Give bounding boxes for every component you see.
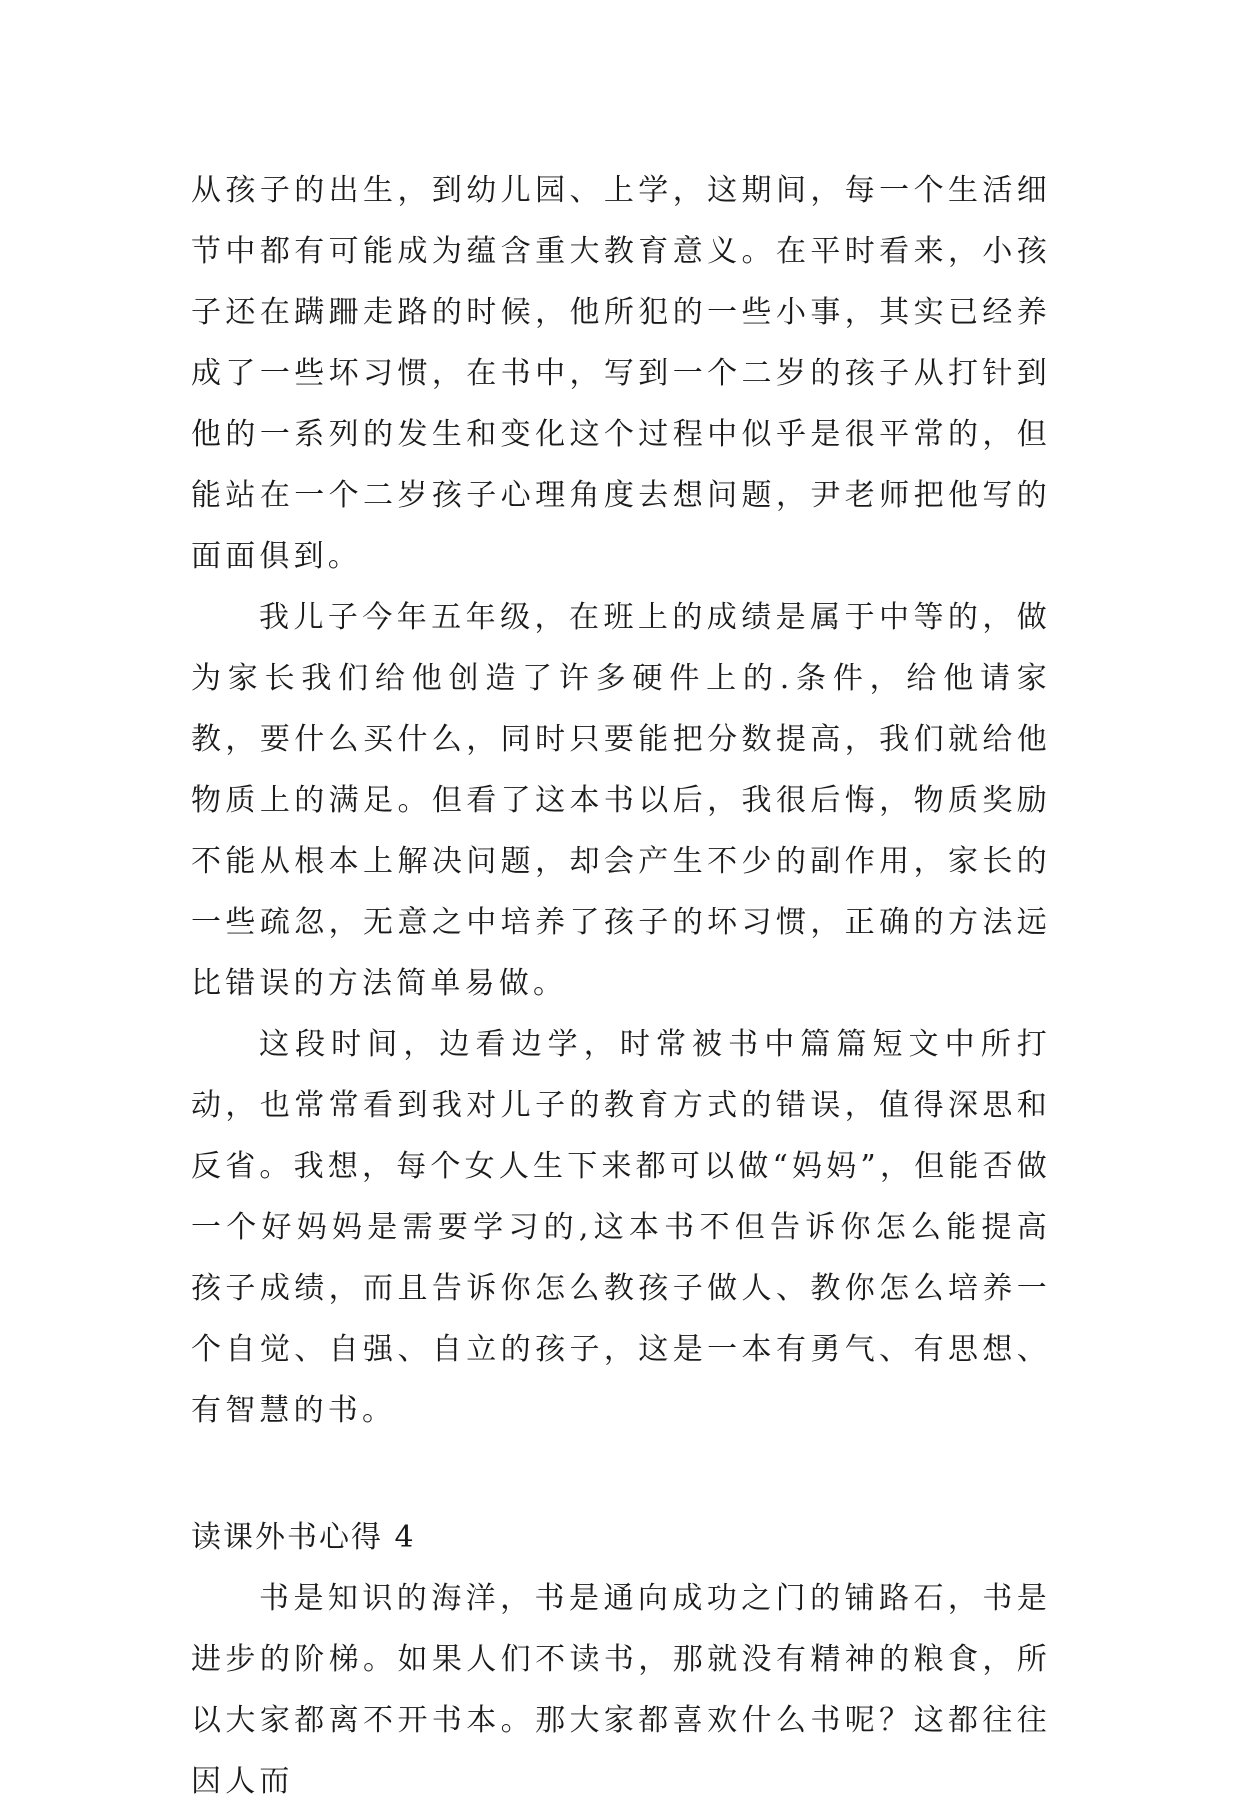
section-heading: 读课外书心得 4 bbox=[191, 1520, 416, 1555]
body-paragraph: 从孩子的出生，到幼儿园、上学，这期间，每一个生活细节中都有可能成为蕴含重大教育意义。在平时看来，小孩子还在蹒跚走路的时候，他所犯的一些小事，其实已经养成了一些坏习惯，在书中，写到一个二岁的孩子从打针到他的一系列的发生和变化这个过程中似乎是很平常的，但能站在一个二岁孩子心理角度去想问题，尹老师把他写的面面俱到。 bbox=[191, 173, 1051, 574]
document-body bbox=[191, 160, 1051, 1812]
body-paragraph: 书是知识的海洋，书是通向成功之门的铺路石，书是进步的阶梯。如果人们不读书，那就没有精神的粮食，所以大家都离不开书本。那大家都喜欢什么书呢？这都往往因人而 bbox=[191, 1581, 1051, 1799]
body-paragraph: 我儿子今年五年级，在班上的成绩是属于中等的，做为家长我们给他创造了许多硬件上的.条件，给他请家教，要什么买什么，同时只要能把分数提高，我们就给他物质上的满足。但看了这本书以后，我很后悔，物质奖励不能从根本上解决问题，却会产生不少的副作用，家长的一些疏忽，无意之中培养了孩子的坏习惯，正确的方法远比错误的方法简单易做。 bbox=[191, 600, 1051, 1001]
body-paragraph: 这段时间，边看边学，时常被书中篇篇短文中所打动，也常常看到我对儿子的教育方式的错误，值得深思和反省。我想，每个女人生下来都可以做“妈妈”，但能否做一个好妈妈是需要学习的,这本书不但告诉你怎么能提高孩子成绩，而且告诉你怎么教孩子做人、教你怎么培养一个自觉、自强、自立的孩子，这是一本有勇气、有思想、有智慧的书。 bbox=[191, 1027, 1051, 1428]
